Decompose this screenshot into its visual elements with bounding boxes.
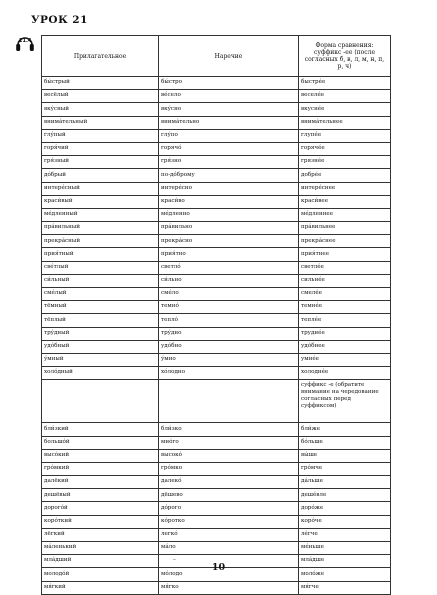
adjective-cell: молодо́й	[42, 568, 159, 581]
adverb-cell: пра́вильно	[159, 222, 299, 235]
comparative-cell: мя́гче	[299, 581, 391, 594]
comparative-cell: вы́ше	[299, 449, 391, 462]
adjective-cell: ма́ленький	[42, 542, 159, 555]
adjective-cell: горя́чий	[42, 142, 159, 155]
adverb-cell: темно́	[159, 301, 299, 314]
table-header-row	[42, 36, 391, 77]
table-row	[42, 169, 391, 182]
comparative-cell: ле́гче	[299, 528, 391, 541]
column-header-comparative: Форма сравнения: суффикс -ее (после согласных б, в, л, м, н, п, р, ч)	[299, 36, 391, 77]
comparative-cell: вкусне́е	[299, 103, 391, 116]
table-row	[42, 208, 391, 221]
adverb-cell: глу́по	[159, 129, 299, 142]
adjective-cell: дешёвый	[42, 489, 159, 502]
table-row	[42, 476, 391, 489]
adjective-cell: све́тлый	[42, 261, 159, 274]
table-row	[42, 581, 391, 594]
comparative-cell: холодне́е	[299, 367, 391, 380]
table-row	[42, 274, 391, 287]
adjective-cell: высо́кий	[42, 449, 159, 462]
comparative-cell: глупе́е	[299, 129, 391, 142]
comparative-cell: горяче́е	[299, 142, 391, 155]
adverb-cell: ма́ло	[159, 542, 299, 555]
vocabulary-table	[41, 35, 391, 595]
adjective-cell: вку́сный	[42, 103, 159, 116]
table-row	[42, 528, 391, 541]
adjective-cell: пра́вильный	[42, 222, 159, 235]
adjective-cell: тру́дный	[42, 327, 159, 340]
adjective-cell: коро́ткий	[42, 515, 159, 528]
adjective-cell: сме́лый	[42, 288, 159, 301]
adjective-cell: лёгкий	[42, 528, 159, 541]
comparative-cell: прия́тнее	[299, 248, 391, 261]
comparative-cell: ме́дленнее	[299, 208, 391, 221]
adverb-cell: дёшево	[159, 489, 299, 502]
adverb-cell: гро́мко	[159, 462, 299, 475]
table-row	[42, 449, 391, 462]
table-row	[42, 77, 391, 90]
table-row	[42, 314, 391, 327]
adverb-cell: мно́го	[159, 436, 299, 449]
column-header-adverb: Наречие	[159, 36, 299, 77]
adjective-cell: весёлый	[42, 90, 159, 103]
adverb-cell: мо́лодо	[159, 568, 299, 581]
adverb-cell: ве́село	[159, 90, 299, 103]
table-row	[42, 515, 391, 528]
comparative-cell: коро́че	[299, 515, 391, 528]
adverb-cell: у́мно	[159, 353, 299, 366]
adverb-cell: хо́лодно	[159, 367, 299, 380]
table-row	[42, 235, 391, 248]
adverb-cell: по-до́брому	[159, 169, 299, 182]
adjective-cell: прия́тный	[42, 248, 159, 261]
adverb-cell: си́льно	[159, 274, 299, 287]
table-row	[42, 489, 391, 502]
adjective-cell: мла́дший	[42, 555, 159, 568]
table-row	[42, 301, 391, 314]
adverb-cell: сме́ло	[159, 288, 299, 301]
adjective-cell: интере́сный	[42, 182, 159, 195]
table-row	[42, 436, 391, 449]
table-row	[42, 116, 391, 129]
adverb-cell: бли́зко	[159, 423, 299, 436]
table-row	[42, 288, 391, 301]
table-row	[42, 340, 391, 353]
subheader-row	[42, 380, 391, 423]
table-row	[42, 90, 391, 103]
adverb-cell: далеко́	[159, 476, 299, 489]
adverb-cell: горячо́	[159, 142, 299, 155]
comparative-cell: светле́е	[299, 261, 391, 274]
table-row	[42, 195, 391, 208]
comparative-cell: доро́же	[299, 502, 391, 515]
comparative-cell: интере́снее	[299, 182, 391, 195]
adjective-cell: до́брый	[42, 169, 159, 182]
adverb-cell: прия́тно	[159, 248, 299, 261]
comparative-cell: ме́ньше	[299, 542, 391, 555]
adjective-cell: удо́бный	[42, 340, 159, 353]
adverb-cell: вку́сно	[159, 103, 299, 116]
adverb-cell: ме́дленно	[159, 208, 299, 221]
adjective-cell: у́мный	[42, 353, 159, 366]
adjective-cell: краси́вый	[42, 195, 159, 208]
table-row	[42, 103, 391, 116]
table-row	[42, 129, 391, 142]
adverb-cell: удо́бно	[159, 340, 299, 353]
adjective-cell: большо́й	[42, 436, 159, 449]
column-header-adjective: Прилагательное	[42, 36, 159, 77]
adverb-cell: тепло́	[159, 314, 299, 327]
adverb-cell: легко́	[159, 528, 299, 541]
table-row	[42, 222, 391, 235]
comparative-cell: смеле́е	[299, 288, 391, 301]
table-row	[42, 156, 391, 169]
adjective-cell: прекра́сный	[42, 235, 159, 248]
table-row	[42, 542, 391, 555]
adjective-cell: дорого́й	[42, 502, 159, 515]
lesson-title: УРОК 21	[31, 14, 88, 26]
comparative-cell: сильне́е	[299, 274, 391, 287]
table-row	[42, 327, 391, 340]
adverb-cell: мя́гко	[159, 581, 299, 594]
comparative-cell: быстре́е	[299, 77, 391, 90]
table-row	[42, 502, 391, 515]
comparative-cell: добре́е	[299, 169, 391, 182]
adverb-cell: тру́дно	[159, 327, 299, 340]
comparative-cell: да́льше	[299, 476, 391, 489]
adjective-cell: гро́мкий	[42, 462, 159, 475]
comparative-cell: прекра́снее	[299, 235, 391, 248]
adjective-cell: тёплый	[42, 314, 159, 327]
adjective-cell: си́льный	[42, 274, 159, 287]
table-row	[42, 353, 391, 366]
table-row	[42, 142, 391, 155]
adverb-cell: светло́	[159, 261, 299, 274]
table-row	[42, 182, 391, 195]
comparative-cell: мла́дше	[299, 555, 391, 568]
adverb-cell: интере́сно	[159, 182, 299, 195]
comparative-cell: внима́тельнее	[299, 116, 391, 129]
adverb-cell: бы́стро	[159, 77, 299, 90]
comparative-cell: пра́вильнее	[299, 222, 391, 235]
adjective-cell: внима́тельный	[42, 116, 159, 129]
comparative-cell: веселе́е	[299, 90, 391, 103]
audio-track-label: 21.4	[19, 38, 32, 44]
adverb-cell: внима́тельно	[159, 116, 299, 129]
comparative-cell: умне́е	[299, 353, 391, 366]
page-number: 10	[211, 562, 226, 573]
subheader-cell: суффикс -е (обратите внимание на чередование согласных перед суффиксом)	[299, 380, 391, 423]
adverb-cell: гря́зно	[159, 156, 299, 169]
comparative-cell: бо́льше	[299, 436, 391, 449]
table-row	[42, 248, 391, 261]
comparative-cell: тепле́е	[299, 314, 391, 327]
table-row	[42, 261, 391, 274]
comparative-cell: краси́вее	[299, 195, 391, 208]
adjective-cell: тёмный	[42, 301, 159, 314]
comparative-cell: гро́мче	[299, 462, 391, 475]
adjective-cell: холо́дный	[42, 367, 159, 380]
table-row	[42, 367, 391, 380]
comparative-cell: трудне́е	[299, 327, 391, 340]
adjective-cell: мя́гкий	[42, 581, 159, 594]
comparative-cell: деше́вле	[299, 489, 391, 502]
adverb-cell: ко́ротко	[159, 515, 299, 528]
comparative-cell: удо́бнее	[299, 340, 391, 353]
adjective-cell: гря́зный	[42, 156, 159, 169]
table-row	[42, 423, 391, 436]
adjective-cell: бы́стрый	[42, 77, 159, 90]
comparative-cell: моло́же	[299, 568, 391, 581]
adverb-cell: до́рого	[159, 502, 299, 515]
comparative-cell: бли́же	[299, 423, 391, 436]
comparative-cell: грязне́е	[299, 156, 391, 169]
adverb-cell: высоко́	[159, 449, 299, 462]
adjective-cell: далёкий	[42, 476, 159, 489]
adjective-cell: ме́дленный	[42, 208, 159, 221]
comparative-cell: темне́е	[299, 301, 391, 314]
adverb-cell: –	[159, 555, 299, 568]
adverb-cell: краси́во	[159, 195, 299, 208]
adverb-cell: прекра́сно	[159, 235, 299, 248]
adjective-cell: бли́зкий	[42, 423, 159, 436]
adjective-cell: глу́пый	[42, 129, 159, 142]
table-row	[42, 462, 391, 475]
